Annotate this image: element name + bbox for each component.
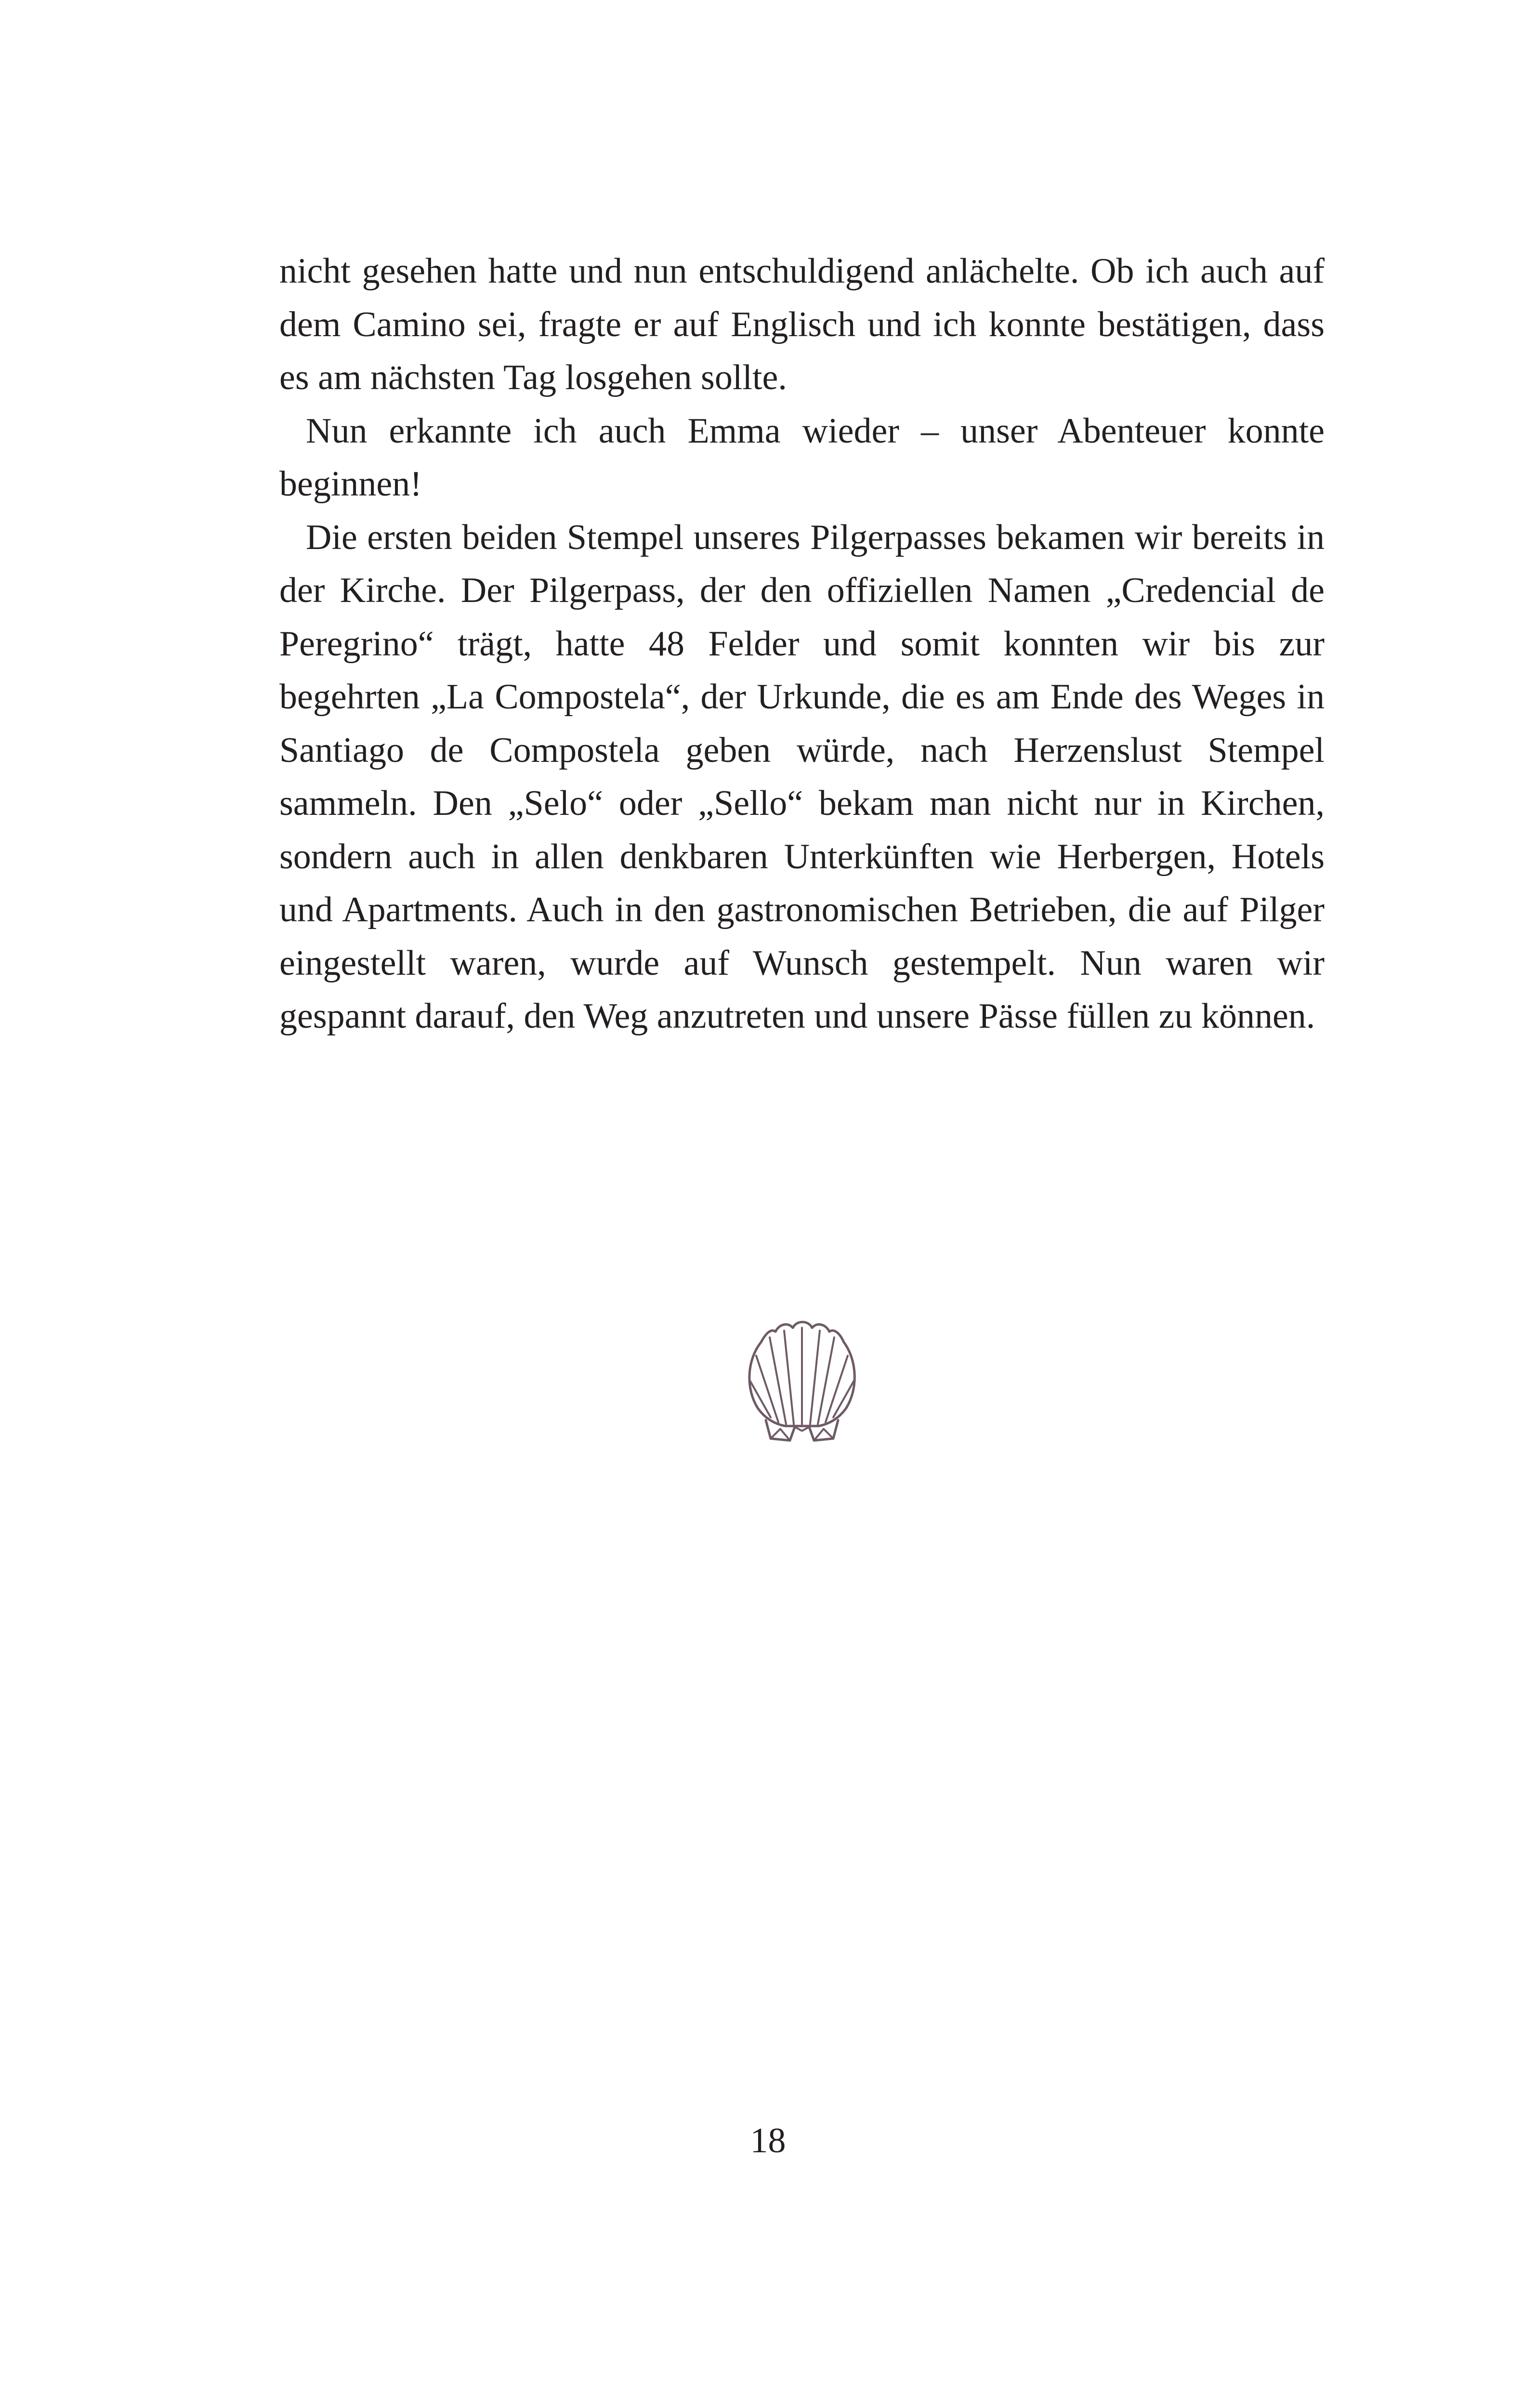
- paragraph-continued: nicht gesehen hatte und nun entschuldigend anlächelte. Ob ich auch auf dem Camino sei, fragte er auf Englisch und ich konnte bestätigen, dass es am nächsten Tag losgehen sollte.: [279, 251, 1325, 397]
- scallop-shell-icon: [742, 1317, 862, 1447]
- paragraph: Nun erkannte ich auch Emma wieder – unser Abenteuer konnte beginnen!: [279, 411, 1325, 504]
- page-number: 18: [750, 2121, 786, 2160]
- paragraph: Die ersten beiden Stempel unseres Pilgerpasses bekamen wir bereits in der Kirche. Der Pilgerpass, der den offiziellen Namen „Credencial de Peregrino“ trägt, hatte 48 Felder und somit konnten wir bis zur begehrten „La Compostela“, der Urkunde, die es am Ende des Weges in Santiago de Compostela geben würde, nach Herzenslust Stempel sammeln. Den „Selo“ oder „Sello“ bekam man nicht nur in Kirchen, sondern auch in allen denkbaren Unterkünften wie Herbergen, Hotels und Apartments. Auch in den gastronomischen Betrieben, die auf Pilger eingestellt waren, wurde auf Wunsch gestempelt. Nun waren wir gespannt darauf, den Weg anzutreten und unsere Pässe füllen zu können.: [279, 517, 1325, 1036]
- body-text: [279, 245, 1325, 1043]
